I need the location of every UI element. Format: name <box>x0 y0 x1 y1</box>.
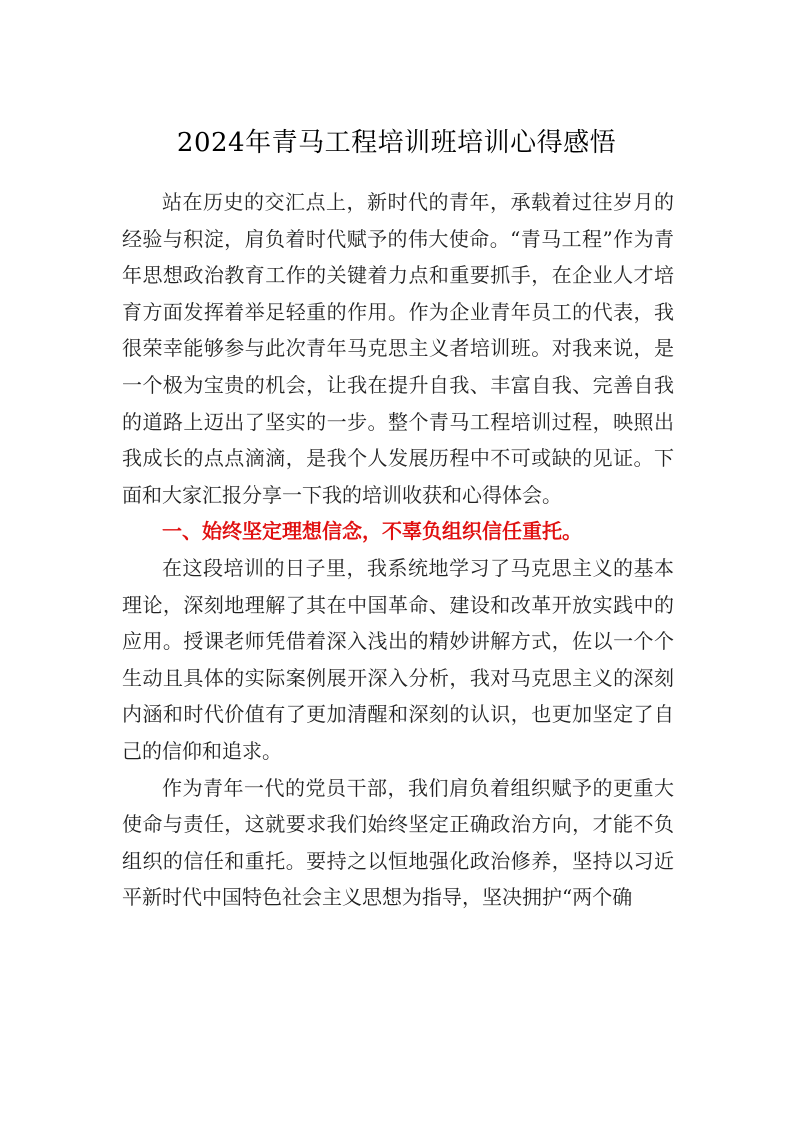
document-title: 2024年青马工程培训班培训心得感悟 <box>176 128 617 158</box>
document-body <box>122 184 674 916</box>
paragraph-intro: 站在历史的交汇点上，新时代的青年，承载着过往岁月的经验与积淀，肩负着时代赋予的伟大使命。“青马工程”作为青年思想政治教育工作的关键着力点和重要抓手，在企业人才培育方面发挥着举足轻重的作用。作为企业青年员工的代表，我很荣幸能够参与此次青年马克思主义者培训班。对我来说，是一个极为宝贵的机会，让我在提升自我、丰富自我、完善自我的道路上迈出了坚实的一步。整个青马工程培训过程，映照出我成长的点点滴滴，是我个人发展历程中不可或缺的见证。下面和大家汇报分享一下我的培训收获和心得体会。 <box>122 190 674 507</box>
section-heading-1: 一、始终坚定理想信念，不辜负组织信任重托。 <box>162 519 582 544</box>
paragraph-training: 在这段培训的日子里，我系统地学习了马克思主义的基本理论，深刻地理解了其在中国革命、建设和改革开放实践中的应用。授课老师凭借着深入浅出的精妙讲解方式，佐以一个个生动且具体的实际案例展开深入分析，我对马克思主义的深刻内涵和时代价值有了更加清醒和深刻的认识，也更加坚定了自己的信仰和追求。 <box>122 555 674 763</box>
paragraph-responsibility: 作为青年一代的党员干部，我们肩负着组织赋予的更重大使命与责任，这就要求我们始终坚定正确政治方向，才能不负组织的信任和重托。要持之以恒地强化政治修养，坚持以习近平新时代中国特色社会主义思想为指导，坚决拥护“两个确 <box>122 775 674 910</box>
